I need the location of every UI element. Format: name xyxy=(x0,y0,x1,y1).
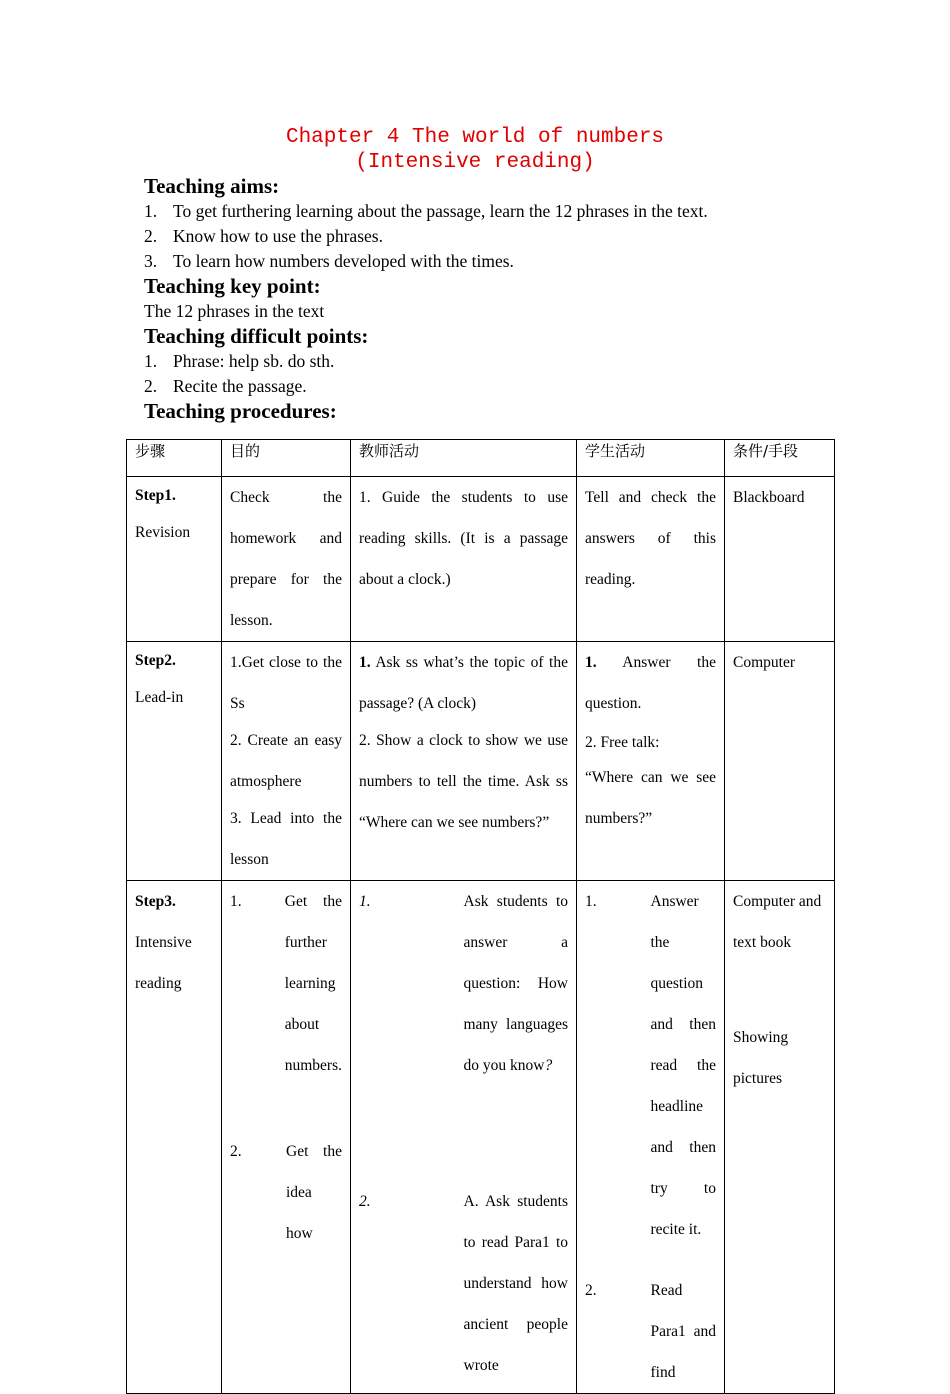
aim-item-3 xyxy=(144,249,514,274)
key-point-heading: Teaching key point: xyxy=(144,274,321,298)
step-subtitle: Intensive reading xyxy=(135,934,192,992)
means-text: Blackboard xyxy=(733,489,805,506)
teacher-text: Ask ss what’s the topic of the passage? (A clock) xyxy=(359,654,568,712)
difficult-item-2 xyxy=(144,374,307,399)
student-number: 2. xyxy=(585,1282,597,1299)
step-subtitle: Revision xyxy=(135,524,191,541)
teacher-number: 1. xyxy=(359,654,371,671)
difficult-text: Phrase: help sb. do sth. xyxy=(173,351,335,371)
list-item xyxy=(585,881,716,1250)
purpose-cell xyxy=(222,642,351,881)
teacher-cell xyxy=(351,642,577,881)
header-student-activity: 学生活动 xyxy=(577,440,725,477)
purpose-text: 3. Lead into the lesson xyxy=(230,810,342,868)
step-cell xyxy=(127,881,222,1394)
purpose-text: Get the idea how xyxy=(286,1143,342,1242)
student-number: 1. xyxy=(585,654,597,671)
step-title: Step1. xyxy=(135,487,176,504)
purpose-text: 2. Create an easy atmosphere xyxy=(230,732,342,790)
step-title: Step3. xyxy=(135,893,176,910)
purpose-number: 2. xyxy=(230,1143,242,1160)
key-point-text: The 12 phrases in the text xyxy=(144,301,325,321)
table-row xyxy=(127,642,835,881)
student-text: 2. Free talk: xyxy=(585,734,660,751)
difficult-number: 1. xyxy=(144,351,158,371)
teacher-text-mark: ? xyxy=(544,1057,553,1074)
teacher-text: A. Ask students to read Para1 to understand how ancient people wrote xyxy=(463,1193,568,1374)
teacher-cell xyxy=(351,477,577,642)
teacher-text: 1. Guide the students to use reading skills. (It is a passage about a clock.) xyxy=(359,489,568,588)
means-cell xyxy=(725,642,835,881)
step-subtitle: Lead-in xyxy=(135,689,184,706)
teacher-number: 2. xyxy=(359,1193,371,1210)
student-text: Read Para1 and find xyxy=(650,1282,716,1381)
teacher-number: 1. xyxy=(359,893,371,910)
table-row xyxy=(127,881,835,1394)
student-cell xyxy=(577,642,725,881)
purpose-text: 1.Get close to the Ss xyxy=(230,654,342,712)
student-text: Answer the question. xyxy=(585,654,716,712)
aim-number: 3. xyxy=(144,251,158,271)
header-purpose: 目的 xyxy=(222,440,351,477)
purpose-number: 1. xyxy=(230,893,242,910)
student-text: Tell and check the answers of this reading. xyxy=(585,489,716,588)
document-subtitle: (Intensive reading) xyxy=(355,151,595,174)
means-text: Showing pictures xyxy=(733,1029,789,1087)
difficult-item-1 xyxy=(144,349,334,374)
aim-number: 2. xyxy=(144,226,158,246)
student-cell xyxy=(577,881,725,1394)
procedures-table xyxy=(126,439,835,1394)
means-text: Computer and text book xyxy=(733,893,822,951)
difficult-number: 2. xyxy=(144,376,158,396)
purpose-cell xyxy=(222,477,351,642)
table-header-row xyxy=(127,440,835,477)
step-cell xyxy=(127,642,222,881)
means-cell xyxy=(725,881,835,1394)
student-cell xyxy=(577,477,725,642)
list-item xyxy=(585,1270,716,1393)
purpose-text: Check the homework and prepare for the lesson. xyxy=(230,489,342,629)
list-item xyxy=(359,1181,568,1386)
aim-number: 1. xyxy=(144,201,158,221)
purpose-text: Get the further learning about numbers. xyxy=(284,893,343,1074)
list-item xyxy=(230,881,342,1086)
aims-heading: Teaching aims: xyxy=(144,174,280,198)
aim-text: To learn how numbers developed with the times. xyxy=(173,251,514,271)
procedures-heading: Teaching procedures: xyxy=(144,399,337,423)
aim-text: Know how to use the phrases. xyxy=(173,226,383,246)
purpose-cell xyxy=(222,881,351,1394)
list-item xyxy=(230,1131,342,1254)
step-title: Step2. xyxy=(135,652,176,669)
list-item xyxy=(359,881,568,1086)
aim-item-2 xyxy=(144,224,383,249)
step-cell xyxy=(127,477,222,642)
teacher-text: Ask students to answer a question: How many languages do you know xyxy=(463,893,568,1074)
teacher-cell xyxy=(351,881,577,1394)
teacher-text: 2. Show a clock to show we use numbers to tell the time. Ask ss “Where can we see numbers?” xyxy=(359,732,568,831)
document-title: Chapter 4 The world of numbers xyxy=(285,126,665,149)
difficult-points-heading: Teaching difficult points: xyxy=(144,324,369,348)
header-step: 步骤 xyxy=(127,440,222,477)
means-cell xyxy=(725,477,835,642)
header-means: 条件/手段 xyxy=(725,440,835,477)
student-number: 1. xyxy=(585,893,597,910)
aim-item-1 xyxy=(144,199,708,224)
difficult-text: Recite the passage. xyxy=(173,376,307,396)
header-teacher-activity: 教师活动 xyxy=(351,440,577,477)
aim-text: To get furthering learning about the passage, learn the 12 phrases in the text. xyxy=(173,201,708,221)
student-text: Answer the question and then read the headline and then try to recite it. xyxy=(650,893,716,1238)
table-row xyxy=(127,477,835,642)
means-text: Computer xyxy=(733,654,795,671)
student-text: “Where can we see numbers?” xyxy=(585,769,716,827)
